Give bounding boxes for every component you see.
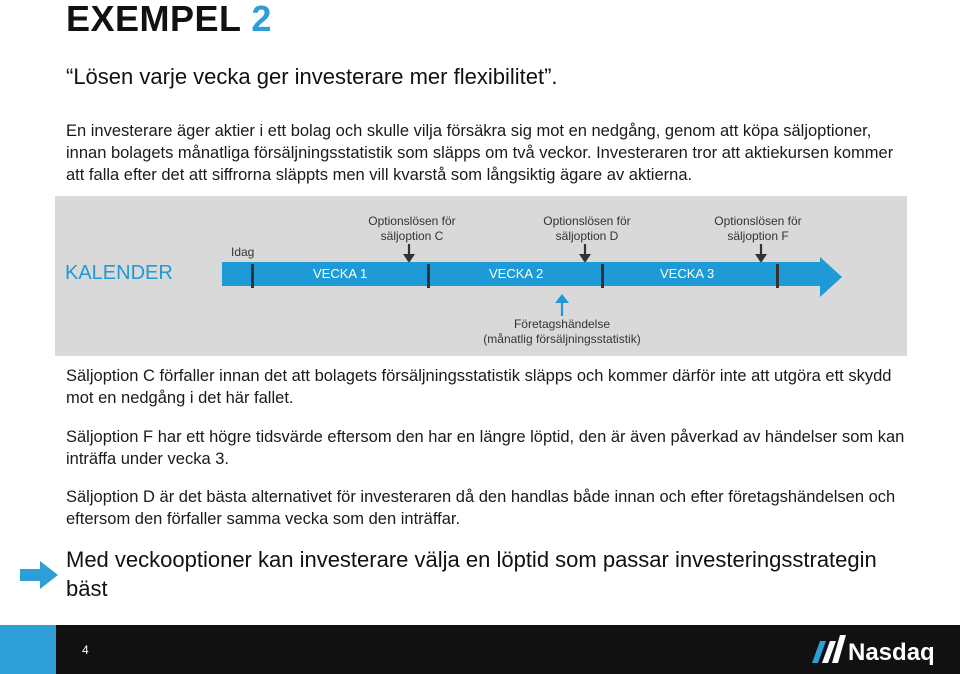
week-3-label: VECKA 3 bbox=[660, 266, 715, 281]
expiry-f-line2: säljoption F bbox=[727, 229, 789, 243]
week-2-label: VECKA 2 bbox=[489, 266, 544, 281]
expiry-d-line1: Optionslösen för bbox=[543, 214, 631, 228]
tick-week1 bbox=[427, 264, 430, 288]
tick-week3 bbox=[776, 264, 779, 288]
tick-today bbox=[251, 264, 254, 288]
expiry-c-label bbox=[352, 214, 472, 244]
intro-paragraph: En investerare äger aktier i ett bolag och skulle vilja försäkra sig mot en nedgång, genom att köpa säljoptioner, innan bolagets månatliga försäljningsstatistik som släpps om två veckor. Investeraren tror att aktiekursen kommer att falla efter det att siffrorna släppts men vill kvarstå som långsiktig ägare av aktierna. bbox=[66, 122, 894, 184]
calendar-panel bbox=[55, 196, 907, 356]
page-title bbox=[66, 0, 272, 40]
event-label bbox=[462, 317, 662, 347]
event-line1: Företagshändelse bbox=[513, 317, 611, 331]
expiry-c-line1: Optionslösen för bbox=[368, 214, 456, 228]
today-label: Idag bbox=[231, 245, 255, 259]
conclusion-arrow-icon bbox=[20, 561, 58, 589]
subtitle: “Lösen varje vecka ger investerare mer flexibilitet”. bbox=[66, 64, 558, 89]
nasdaq-logo-icon bbox=[810, 633, 846, 665]
page-number: 4 bbox=[82, 643, 89, 657]
week-1-label: VECKA 1 bbox=[313, 266, 368, 281]
conclusion-text: Med veckooptioner kan investerare välja en löptid som passar investeringsstrategin bäst bbox=[66, 547, 877, 601]
expiry-d-arrow-icon bbox=[576, 244, 594, 264]
nasdaq-logo-text: Nasdaq bbox=[848, 639, 935, 666]
expiry-d-line2: säljoption D bbox=[555, 229, 619, 243]
title-number: 2 bbox=[251, 0, 272, 39]
footer-bar bbox=[0, 625, 960, 674]
timeline-arrowhead bbox=[820, 257, 842, 297]
paragraph-option-f: Säljoption F har ett högre tidsvärde eftersom den har en längre löptid, den är även påverkad av händelser som kan inträffa under vecka 3. bbox=[66, 428, 905, 468]
footer-accent bbox=[0, 625, 56, 674]
tick-week2 bbox=[601, 264, 604, 288]
paragraph-option-c: Säljoption C förfaller innan det att bolagets försäljningsstatistik släpps och kommer därför inte att utgöra ett skydd mot en nedgång i det här fallet. bbox=[66, 367, 892, 407]
expiry-d-label bbox=[527, 214, 647, 244]
paragraph-option-d: Säljoption D är det bästa alternativet för investeraren då den handlas både innan och efter företagshändelsen och eftersom den förfaller samma vecka som den inträffar. bbox=[66, 488, 896, 528]
expiry-c-line2: säljoption C bbox=[380, 229, 444, 243]
expiry-f-arrow-icon bbox=[752, 244, 770, 264]
expiry-f-label bbox=[698, 214, 818, 244]
event-line2: (månatlig försäljningsstatistik) bbox=[483, 332, 641, 346]
title-prefix: EXEMPEL bbox=[66, 0, 241, 39]
event-arrow-icon bbox=[553, 294, 571, 316]
expiry-c-arrow-icon bbox=[400, 244, 418, 264]
calendar-label: KALENDER bbox=[65, 262, 173, 284]
expiry-f-line1: Optionslösen för bbox=[714, 214, 802, 228]
